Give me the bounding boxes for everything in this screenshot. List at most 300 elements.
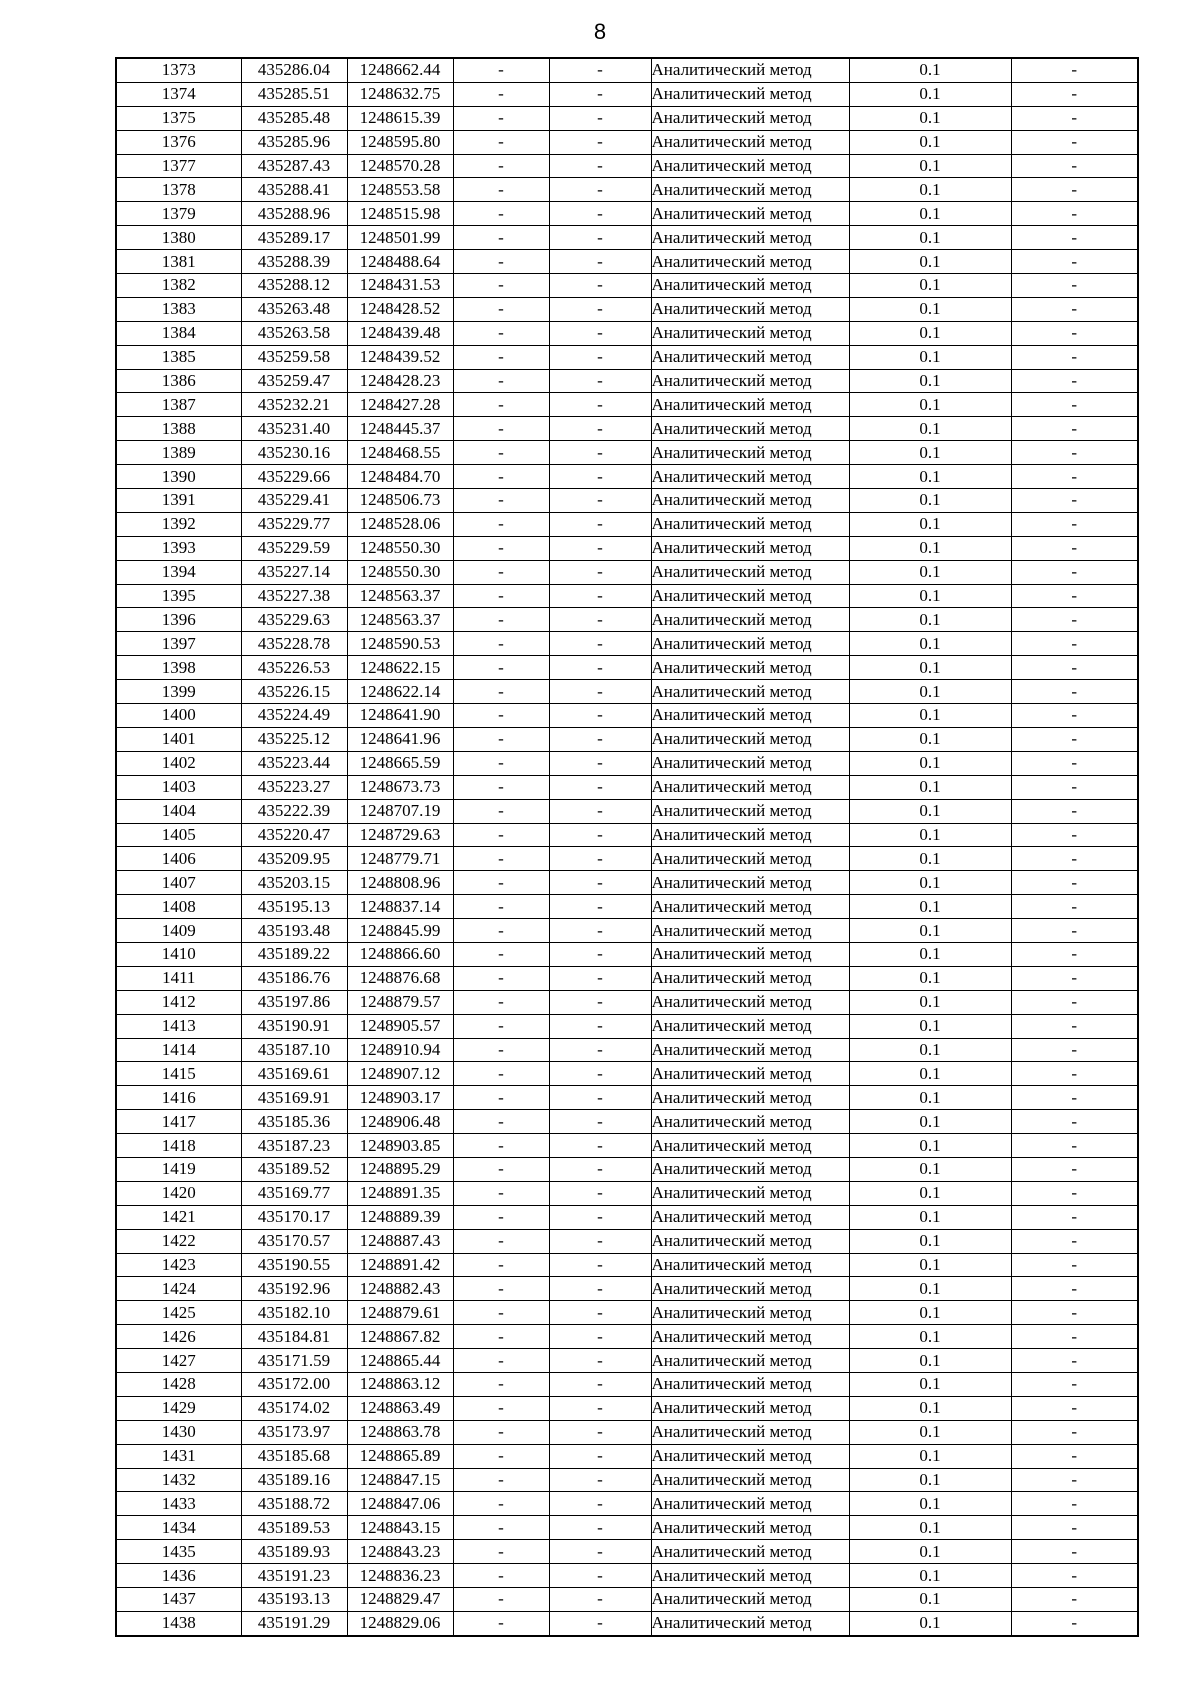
y-coordinate-cell: 1248550.30: [347, 560, 453, 584]
accuracy-cell: 0.1: [849, 584, 1011, 608]
dash-cell: -: [1011, 178, 1138, 202]
accuracy-cell: 0.1: [849, 1181, 1011, 1205]
x-coordinate-cell: 435191.23: [241, 1564, 347, 1588]
table-row: [116, 154, 1138, 178]
dash-cell: -: [453, 465, 549, 489]
table-row: [116, 1157, 1138, 1181]
x-coordinate-cell: 435189.16: [241, 1468, 347, 1492]
dash-cell: -: [549, 1564, 651, 1588]
point-number-cell: 1401: [116, 727, 241, 751]
dash-cell: -: [453, 393, 549, 417]
dash-cell: -: [549, 895, 651, 919]
table-row: [116, 1134, 1138, 1158]
x-coordinate-cell: 435169.61: [241, 1062, 347, 1086]
dash-cell: -: [549, 536, 651, 560]
table-row: [116, 82, 1138, 106]
dash-cell: -: [549, 656, 651, 680]
method-cell: Аналитический метод: [651, 704, 849, 728]
method-cell: Аналитический метод: [651, 1110, 849, 1134]
table-row: [116, 608, 1138, 632]
dash-cell: -: [549, 393, 651, 417]
table-row: [116, 1611, 1138, 1635]
table-row: [116, 680, 1138, 704]
x-coordinate-cell: 435226.15: [241, 680, 347, 704]
accuracy-cell: 0.1: [849, 226, 1011, 250]
y-coordinate-cell: 1248845.99: [347, 919, 453, 943]
table-row: [116, 823, 1138, 847]
y-coordinate-cell: 1248891.35: [347, 1181, 453, 1205]
dash-cell: -: [1011, 560, 1138, 584]
dash-cell: -: [1011, 1325, 1138, 1349]
dash-cell: -: [1011, 1611, 1138, 1635]
dash-cell: -: [549, 1277, 651, 1301]
dash-cell: -: [1011, 775, 1138, 799]
method-cell: Аналитический метод: [651, 393, 849, 417]
dash-cell: -: [1011, 1420, 1138, 1444]
dash-cell: -: [1011, 1564, 1138, 1588]
dash-cell: -: [453, 250, 549, 274]
table-row: [116, 202, 1138, 226]
method-cell: Аналитический метод: [651, 1349, 849, 1373]
y-coordinate-cell: 1248641.96: [347, 727, 453, 751]
table-row: [116, 1181, 1138, 1205]
method-cell: Аналитический метод: [651, 274, 849, 298]
dash-cell: -: [549, 799, 651, 823]
dash-cell: -: [549, 512, 651, 536]
y-coordinate-cell: 1248615.39: [347, 106, 453, 130]
table-row: [116, 1492, 1138, 1516]
dash-cell: -: [549, 560, 651, 584]
dash-cell: -: [453, 656, 549, 680]
method-cell: Аналитический метод: [651, 58, 849, 82]
y-coordinate-cell: 1248550.30: [347, 536, 453, 560]
method-cell: Аналитический метод: [651, 1492, 849, 1516]
method-cell: Аналитический метод: [651, 656, 849, 680]
y-coordinate-cell: 1248662.44: [347, 58, 453, 82]
dash-cell: -: [453, 775, 549, 799]
table-row: [116, 584, 1138, 608]
dash-cell: -: [1011, 584, 1138, 608]
table-row: [116, 751, 1138, 775]
dash-cell: -: [453, 919, 549, 943]
accuracy-cell: 0.1: [849, 297, 1011, 321]
accuracy-cell: 0.1: [849, 1038, 1011, 1062]
dash-cell: -: [1011, 154, 1138, 178]
dash-cell: -: [453, 274, 549, 298]
point-number-cell: 1436: [116, 1564, 241, 1588]
dash-cell: -: [1011, 1516, 1138, 1540]
dash-cell: -: [1011, 1253, 1138, 1277]
x-coordinate-cell: 435191.29: [241, 1611, 347, 1635]
method-cell: Аналитический метод: [651, 1086, 849, 1110]
x-coordinate-cell: 435263.58: [241, 321, 347, 345]
point-number-cell: 1403: [116, 775, 241, 799]
dash-cell: -: [453, 560, 549, 584]
dash-cell: -: [549, 489, 651, 513]
dash-cell: -: [453, 990, 549, 1014]
point-number-cell: 1396: [116, 608, 241, 632]
method-cell: Аналитический метод: [651, 1277, 849, 1301]
accuracy-cell: 0.1: [849, 990, 1011, 1014]
table-row: [116, 1014, 1138, 1038]
method-cell: Аналитический метод: [651, 345, 849, 369]
y-coordinate-cell: 1248729.63: [347, 823, 453, 847]
dash-cell: -: [1011, 680, 1138, 704]
accuracy-cell: 0.1: [849, 1014, 1011, 1038]
x-coordinate-cell: 435173.97: [241, 1420, 347, 1444]
x-coordinate-cell: 435288.96: [241, 202, 347, 226]
accuracy-cell: 0.1: [849, 1444, 1011, 1468]
y-coordinate-cell: 1248836.23: [347, 1564, 453, 1588]
accuracy-cell: 0.1: [849, 536, 1011, 560]
point-number-cell: 1381: [116, 250, 241, 274]
x-coordinate-cell: 435228.78: [241, 632, 347, 656]
x-coordinate-cell: 435222.39: [241, 799, 347, 823]
point-number-cell: 1390: [116, 465, 241, 489]
x-coordinate-cell: 435288.12: [241, 274, 347, 298]
y-coordinate-cell: 1248484.70: [347, 465, 453, 489]
x-coordinate-cell: 435185.68: [241, 1444, 347, 1468]
method-cell: Аналитический метод: [651, 919, 849, 943]
dash-cell: -: [453, 966, 549, 990]
x-coordinate-cell: 435182.10: [241, 1301, 347, 1325]
y-coordinate-cell: 1248427.28: [347, 393, 453, 417]
x-coordinate-cell: 435223.44: [241, 751, 347, 775]
point-number-cell: 1426: [116, 1325, 241, 1349]
method-cell: Аналитический метод: [651, 489, 849, 513]
y-coordinate-cell: 1248863.78: [347, 1420, 453, 1444]
dash-cell: -: [453, 1134, 549, 1158]
accuracy-cell: 0.1: [849, 1349, 1011, 1373]
table-row: [116, 321, 1138, 345]
dash-cell: -: [453, 489, 549, 513]
accuracy-cell: 0.1: [849, 1157, 1011, 1181]
dash-cell: -: [1011, 919, 1138, 943]
method-cell: Аналитический метод: [651, 1134, 849, 1158]
y-coordinate-cell: 1248906.48: [347, 1110, 453, 1134]
method-cell: Аналитический метод: [651, 775, 849, 799]
table-row: [116, 417, 1138, 441]
accuracy-cell: 0.1: [849, 895, 1011, 919]
dash-cell: -: [1011, 1301, 1138, 1325]
dash-cell: -: [549, 775, 651, 799]
accuracy-cell: 0.1: [849, 106, 1011, 130]
y-coordinate-cell: 1248431.53: [347, 274, 453, 298]
method-cell: Аналитический метод: [651, 823, 849, 847]
accuracy-cell: 0.1: [849, 727, 1011, 751]
table-row: [116, 297, 1138, 321]
table-row: [116, 1086, 1138, 1110]
x-coordinate-cell: 435223.27: [241, 775, 347, 799]
point-number-cell: 1379: [116, 202, 241, 226]
dash-cell: -: [549, 966, 651, 990]
table-row: [116, 1038, 1138, 1062]
x-coordinate-cell: 435225.12: [241, 727, 347, 751]
point-number-cell: 1389: [116, 441, 241, 465]
table-row: [116, 990, 1138, 1014]
table-row: [116, 178, 1138, 202]
method-cell: Аналитический метод: [651, 106, 849, 130]
accuracy-cell: 0.1: [849, 1086, 1011, 1110]
x-coordinate-cell: 435170.57: [241, 1229, 347, 1253]
accuracy-cell: 0.1: [849, 178, 1011, 202]
point-number-cell: 1380: [116, 226, 241, 250]
table-row: [116, 1301, 1138, 1325]
dash-cell: -: [549, 250, 651, 274]
dash-cell: -: [549, 1205, 651, 1229]
table-row: [116, 1516, 1138, 1540]
method-cell: Аналитический метод: [651, 1301, 849, 1325]
dash-cell: -: [549, 608, 651, 632]
dash-cell: -: [549, 1492, 651, 1516]
accuracy-cell: 0.1: [849, 799, 1011, 823]
y-coordinate-cell: 1248665.59: [347, 751, 453, 775]
point-number-cell: 1375: [116, 106, 241, 130]
dash-cell: -: [549, 178, 651, 202]
table-row: [116, 727, 1138, 751]
y-coordinate-cell: 1248445.37: [347, 417, 453, 441]
dash-cell: -: [1011, 1372, 1138, 1396]
dash-cell: -: [453, 512, 549, 536]
dash-cell: -: [549, 871, 651, 895]
dash-cell: -: [1011, 226, 1138, 250]
page-number: 8: [593, 19, 607, 44]
accuracy-cell: 0.1: [849, 369, 1011, 393]
point-number-cell: 1437: [116, 1588, 241, 1612]
dash-cell: -: [453, 608, 549, 632]
dash-cell: -: [549, 1253, 651, 1277]
point-number-cell: 1434: [116, 1516, 241, 1540]
point-number-cell: 1376: [116, 130, 241, 154]
dash-cell: -: [453, 106, 549, 130]
accuracy-cell: 0.1: [849, 871, 1011, 895]
point-number-cell: 1378: [116, 178, 241, 202]
dash-cell: -: [453, 704, 549, 728]
method-cell: Аналитический метод: [651, 178, 849, 202]
dash-cell: -: [549, 1301, 651, 1325]
point-number-cell: 1419: [116, 1157, 241, 1181]
table-row: [116, 512, 1138, 536]
x-coordinate-cell: 435184.81: [241, 1325, 347, 1349]
x-coordinate-cell: 435189.93: [241, 1540, 347, 1564]
method-cell: Аналитический метод: [651, 1420, 849, 1444]
y-coordinate-cell: 1248879.61: [347, 1301, 453, 1325]
method-cell: Аналитический метод: [651, 536, 849, 560]
dash-cell: -: [1011, 990, 1138, 1014]
dash-cell: -: [549, 990, 651, 1014]
x-coordinate-cell: 435288.39: [241, 250, 347, 274]
point-number-cell: 1425: [116, 1301, 241, 1325]
dash-cell: -: [549, 321, 651, 345]
dash-cell: -: [549, 942, 651, 966]
method-cell: Аналитический метод: [651, 990, 849, 1014]
dash-cell: -: [453, 632, 549, 656]
dash-cell: -: [453, 1062, 549, 1086]
dash-cell: -: [453, 1038, 549, 1062]
method-cell: Аналитический метод: [651, 727, 849, 751]
dash-cell: -: [453, 1325, 549, 1349]
coordinates-table: [115, 57, 1139, 1637]
point-number-cell: 1416: [116, 1086, 241, 1110]
y-coordinate-cell: 1248641.90: [347, 704, 453, 728]
table-row: [116, 1420, 1138, 1444]
method-cell: Аналитический метод: [651, 1038, 849, 1062]
dash-cell: -: [549, 154, 651, 178]
y-coordinate-cell: 1248468.55: [347, 441, 453, 465]
accuracy-cell: 0.1: [849, 417, 1011, 441]
table-row: [116, 1372, 1138, 1396]
dash-cell: -: [453, 727, 549, 751]
dash-cell: -: [453, 1181, 549, 1205]
dash-cell: -: [549, 1014, 651, 1038]
dash-cell: -: [549, 441, 651, 465]
table-body: [116, 58, 1138, 1636]
accuracy-cell: 0.1: [849, 656, 1011, 680]
x-coordinate-cell: 435220.47: [241, 823, 347, 847]
point-number-cell: 1374: [116, 82, 241, 106]
dash-cell: -: [453, 130, 549, 154]
point-number-cell: 1392: [116, 512, 241, 536]
y-coordinate-cell: 1248501.99: [347, 226, 453, 250]
dash-cell: -: [549, 369, 651, 393]
accuracy-cell: 0.1: [849, 1516, 1011, 1540]
table-row: [116, 1396, 1138, 1420]
x-coordinate-cell: 435190.91: [241, 1014, 347, 1038]
table-row: [116, 1062, 1138, 1086]
x-coordinate-cell: 435286.04: [241, 58, 347, 82]
dash-cell: -: [549, 1181, 651, 1205]
point-number-cell: 1385: [116, 345, 241, 369]
method-cell: Аналитический метод: [651, 1372, 849, 1396]
dash-cell: -: [1011, 656, 1138, 680]
y-coordinate-cell: 1248570.28: [347, 154, 453, 178]
point-number-cell: 1409: [116, 919, 241, 943]
table-row: [116, 919, 1138, 943]
x-coordinate-cell: 435186.76: [241, 966, 347, 990]
dash-cell: -: [1011, 417, 1138, 441]
dash-cell: -: [453, 82, 549, 106]
dash-cell: -: [453, 1157, 549, 1181]
x-coordinate-cell: 435195.13: [241, 895, 347, 919]
table-row: [116, 942, 1138, 966]
table-row: [116, 799, 1138, 823]
method-cell: Аналитический метод: [651, 1540, 849, 1564]
dash-cell: -: [1011, 1205, 1138, 1229]
accuracy-cell: 0.1: [849, 1205, 1011, 1229]
dash-cell: -: [453, 942, 549, 966]
point-number-cell: 1417: [116, 1110, 241, 1134]
point-number-cell: 1388: [116, 417, 241, 441]
point-number-cell: 1400: [116, 704, 241, 728]
x-coordinate-cell: 435185.36: [241, 1110, 347, 1134]
accuracy-cell: 0.1: [849, 942, 1011, 966]
accuracy-cell: 0.1: [849, 154, 1011, 178]
point-number-cell: 1421: [116, 1205, 241, 1229]
x-coordinate-cell: 435227.38: [241, 584, 347, 608]
dash-cell: -: [549, 1038, 651, 1062]
dash-cell: -: [549, 226, 651, 250]
dash-cell: -: [1011, 274, 1138, 298]
x-coordinate-cell: 435188.72: [241, 1492, 347, 1516]
dash-cell: -: [549, 1086, 651, 1110]
dash-cell: -: [453, 1301, 549, 1325]
accuracy-cell: 0.1: [849, 560, 1011, 584]
point-number-cell: 1433: [116, 1492, 241, 1516]
dash-cell: -: [1011, 727, 1138, 751]
y-coordinate-cell: 1248595.80: [347, 130, 453, 154]
dash-cell: -: [453, 895, 549, 919]
dash-cell: -: [1011, 751, 1138, 775]
dash-cell: -: [453, 823, 549, 847]
method-cell: Аналитический метод: [651, 1062, 849, 1086]
y-coordinate-cell: 1248889.39: [347, 1205, 453, 1229]
dash-cell: -: [1011, 1468, 1138, 1492]
y-coordinate-cell: 1248863.12: [347, 1372, 453, 1396]
y-coordinate-cell: 1248439.52: [347, 345, 453, 369]
dash-cell: -: [1011, 465, 1138, 489]
dash-cell: -: [1011, 608, 1138, 632]
dash-cell: -: [1011, 632, 1138, 656]
dash-cell: -: [549, 823, 651, 847]
x-coordinate-cell: 435259.47: [241, 369, 347, 393]
table-row: [116, 704, 1138, 728]
dash-cell: -: [453, 1253, 549, 1277]
dash-cell: -: [549, 1157, 651, 1181]
method-cell: Аналитический метод: [651, 130, 849, 154]
x-coordinate-cell: 435230.16: [241, 441, 347, 465]
dash-cell: -: [1011, 345, 1138, 369]
dash-cell: -: [1011, 130, 1138, 154]
table-row: [116, 465, 1138, 489]
dash-cell: -: [549, 1349, 651, 1373]
method-cell: Аналитический метод: [651, 871, 849, 895]
accuracy-cell: 0.1: [849, 345, 1011, 369]
dash-cell: -: [453, 1349, 549, 1373]
table-row: [116, 58, 1138, 82]
point-number-cell: 1384: [116, 321, 241, 345]
dash-cell: -: [453, 751, 549, 775]
x-coordinate-cell: 435192.96: [241, 1277, 347, 1301]
dash-cell: -: [453, 1396, 549, 1420]
dash-cell: -: [1011, 942, 1138, 966]
x-coordinate-cell: 435285.51: [241, 82, 347, 106]
dash-cell: -: [453, 1372, 549, 1396]
dash-cell: -: [549, 1420, 651, 1444]
dash-cell: -: [549, 1372, 651, 1396]
table-row: [116, 656, 1138, 680]
dash-cell: -: [1011, 1062, 1138, 1086]
y-coordinate-cell: 1248843.23: [347, 1540, 453, 1564]
accuracy-cell: 0.1: [849, 966, 1011, 990]
method-cell: Аналитический метод: [651, 417, 849, 441]
point-number-cell: 1393: [116, 536, 241, 560]
y-coordinate-cell: 1248891.42: [347, 1253, 453, 1277]
point-number-cell: 1414: [116, 1038, 241, 1062]
x-coordinate-cell: 435171.59: [241, 1349, 347, 1373]
dash-cell: -: [453, 1492, 549, 1516]
dash-cell: -: [453, 1277, 549, 1301]
method-cell: Аналитический метод: [651, 1325, 849, 1349]
y-coordinate-cell: 1248506.73: [347, 489, 453, 513]
dash-cell: -: [1011, 536, 1138, 560]
y-coordinate-cell: 1248488.64: [347, 250, 453, 274]
y-coordinate-cell: 1248439.48: [347, 321, 453, 345]
point-number-cell: 1438: [116, 1611, 241, 1635]
x-coordinate-cell: 435226.53: [241, 656, 347, 680]
method-cell: Аналитический метод: [651, 1564, 849, 1588]
dash-cell: -: [549, 1588, 651, 1612]
table-row: [116, 1277, 1138, 1301]
